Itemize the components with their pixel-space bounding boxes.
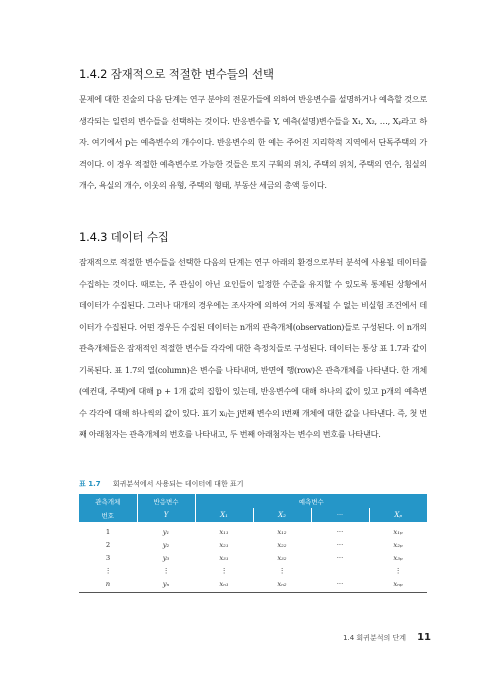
table-row xyxy=(79,577,427,593)
cell: y₃ xyxy=(162,553,170,562)
paragraph-variable-selection: 문제에 대한 진술의 다음 단계는 연구 분야의 전문가들에 의하여 반응변수를 설명하거나 예측할 것으로 생각되는 일련의 변수들을 선택하는 것이다. 반응변수를 Y, 예측(설명)변수들을 X₁, X₂, …, Xₚ라고 하자. 여기에서 p는 예측변수의 개수이다. 반응변수의 한 예는 주어진 지리학적 지역에서 단독주택의 가격이다. 이 경우 적절한 예측변수로 가능한 것들은 토지 구획의 위치, 주택의 위치, 주택의 연수, 침실의 개수, 욕실의 개수, 이웃의 유형, 주택의 형태, 부동산 세금의 총액 등이다. xyxy=(79,94,427,190)
header-response: 반응변수 xyxy=(137,494,195,508)
cell: ··· xyxy=(336,553,344,562)
cell: ⋮ xyxy=(394,566,402,575)
cell: x₃₁ xyxy=(219,553,229,562)
cell: y₁ xyxy=(162,527,170,536)
data-notation-table xyxy=(79,494,427,593)
cell: x₂₁ xyxy=(219,540,229,549)
page-footer xyxy=(343,625,431,644)
table-row xyxy=(79,538,427,551)
cell: xₙ₂ xyxy=(253,577,311,593)
table-row xyxy=(79,551,427,564)
cell: yₙ xyxy=(137,577,195,593)
cell xyxy=(311,564,369,577)
header-number: 번호 xyxy=(79,508,137,522)
footer-section-label: 1.4 회귀분석의 단계 xyxy=(343,634,406,642)
cell: 2 xyxy=(105,540,111,549)
cell: ⋮ xyxy=(278,566,286,575)
cell: ··· xyxy=(311,577,369,593)
cell: ⋮ xyxy=(162,566,170,575)
table-header-row-1 xyxy=(79,494,427,508)
header-predictors: 예측변수 xyxy=(195,494,427,508)
header-y: Y xyxy=(137,508,195,522)
table-caption xyxy=(79,479,243,489)
cell: x₂₂ xyxy=(277,540,287,549)
cell: x₁ₚ xyxy=(393,527,403,536)
section-heading-data-collection: 1.4.3 데이터 수집 xyxy=(79,230,169,244)
table-row xyxy=(79,564,427,577)
header-xp: Xₚ xyxy=(369,508,427,522)
cell: x₂ₚ xyxy=(393,540,403,549)
table-header-row-2 xyxy=(79,508,427,522)
cell: x₁₂ xyxy=(277,527,287,536)
cell: xₙ₁ xyxy=(195,577,253,593)
paragraph-data-collection: 잠재적으로 적절한 변수들을 선택한 다음의 단계는 연구 아래의 환경으로부터 분석에 사용될 데이터를 수집하는 것이다. 때로는, 주 관심이 아닌 요인들이 일정한 수준을 유지할 수 있도록 통제된 상황에서 데이터가 수집된다. 그러나 대개의 경우에는 조사자에 의하여 거의 통제될 수 없는 비실험 조건에서 데이터가 수집된다. 어떤 경우든 수집된 데이터는 n개의 관측개체(observation)들로 구성된다. 이 n개의 관측개체들은 잠재적인 적절한 변수들 각각에 대한 측정치들로 구성된다. 데이터는 통상 표 1.7과 같이 기록된다. 표 1.7의 열(column)은 변수를 나타내며, 반면에 행(row)은 관측개체를 나타낸다. 한 개체(예컨대, 주택)에 대해 p + 1개 값의 집합이 있는데, 반응변수에 대해 하나의 값이 있고 p개의 예측변수 각각에 대해 하나씩의 값이 있다. 표기 xᵢⱼ는 j번째 변수의 i번째 개체에 대한 값을 나타낸다. 즉, 첫 번째 아래첨자는 관측개체의 번호를 나타내고, 두 번째 아래첨자는 변수의 번호를 나타낸다. xyxy=(79,257,427,439)
table-caption-text: 회귀분석에서 사용되는 데이터에 대한 표기 xyxy=(112,480,244,488)
cell: x₃₂ xyxy=(277,553,287,562)
cell: ··· xyxy=(336,540,344,549)
cell: ··· xyxy=(336,527,344,536)
cell: ⋮ xyxy=(220,566,228,575)
header-ellipsis: ··· xyxy=(311,508,369,522)
page-number: 11 xyxy=(417,632,431,643)
header-x1: X₁ xyxy=(195,508,253,522)
table-caption-number: 표 1.7 xyxy=(79,480,101,488)
cell: n xyxy=(79,577,137,593)
cell: 1 xyxy=(105,527,111,536)
cell: ⋮ xyxy=(104,566,112,575)
cell: x₃ₚ xyxy=(393,553,403,562)
header-observation: 관측개체 xyxy=(79,494,137,508)
cell: 3 xyxy=(105,553,111,562)
cell: x₁₁ xyxy=(219,527,229,536)
header-x2: X₂ xyxy=(253,508,311,522)
table-row xyxy=(79,522,427,538)
cell: y₂ xyxy=(162,540,170,549)
cell: xₙₚ xyxy=(369,577,427,593)
section-heading-variable-selection: 1.4.2 잠재적으로 적절한 변수들의 선택 xyxy=(79,67,274,81)
